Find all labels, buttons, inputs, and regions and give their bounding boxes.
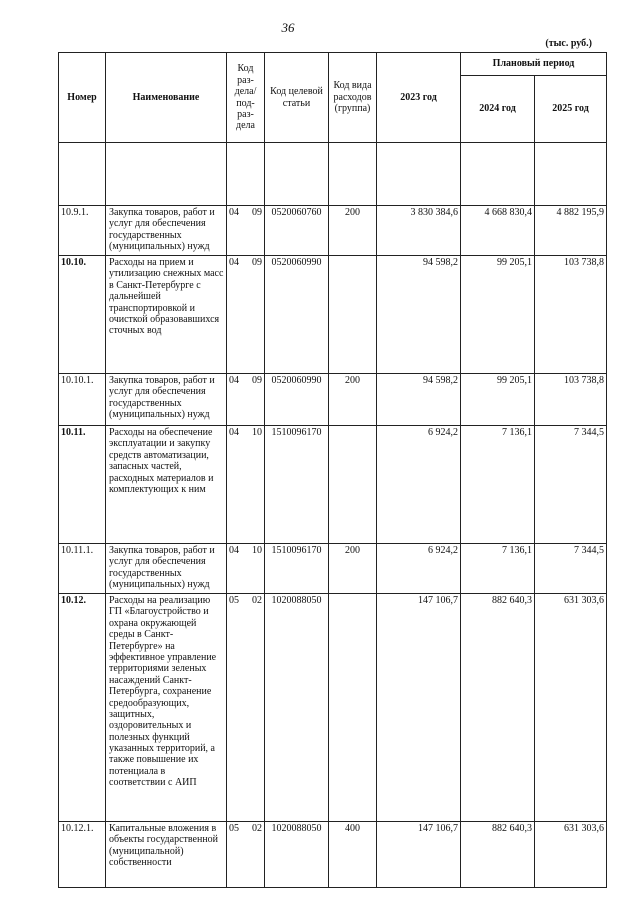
row-target-code: 0520060990 bbox=[265, 256, 329, 374]
row-target-code: 1510096170 bbox=[265, 544, 329, 594]
row-name: Расходы на прием и утилизацию снежных масс в Санкт-Петербурге с дальнейшей транспортировкой и очисткой образовавшихся сточных вод bbox=[106, 256, 227, 374]
row-value-2025: 631 303,6 bbox=[535, 594, 607, 822]
row-subsection: 10 bbox=[252, 427, 262, 438]
header-section: Код раз-дела/ под-раз-дела bbox=[227, 53, 265, 143]
row-section-code bbox=[227, 594, 265, 822]
row-value-2024: 4 668 830,4 bbox=[461, 206, 535, 256]
row-value-2025: 7 344,5 bbox=[535, 544, 607, 594]
row-name: Расходы на реализацию ГП «Благоустройство и охрана окружающей среды в Санкт-Петербурге» на эффективное управление территориями зеленых насаждений Санкт-Петербурга, сохранение средообразующих, защитных, оздоровительных и полезных функций указанных территорий, а также повышение их потенциала в соответствии с АИП bbox=[106, 594, 227, 822]
row-subsection: 09 bbox=[252, 257, 262, 268]
row-subsection: 09 bbox=[252, 375, 262, 386]
row-subsection: 09 bbox=[252, 207, 262, 218]
header-target: Код целевой статьи bbox=[265, 53, 329, 143]
row-target-code: 0520060760 bbox=[265, 206, 329, 256]
row-number: 10.12. bbox=[59, 594, 106, 822]
row-number: 10.11.1. bbox=[59, 544, 106, 594]
row-name: Капитальные вложения в объекты государственной (муниципальной) собственности bbox=[106, 822, 227, 888]
unit-note: (тыс. руб.) bbox=[545, 38, 592, 49]
row-section: 05 bbox=[229, 595, 239, 606]
row-number: 10.9.1. bbox=[59, 206, 106, 256]
row-value-2023: 94 598,2 bbox=[377, 374, 461, 426]
table-row bbox=[59, 426, 607, 544]
row-value-2024: 7 136,1 bbox=[461, 426, 535, 544]
table-row bbox=[59, 822, 607, 888]
row-value-2025: 7 344,5 bbox=[535, 426, 607, 544]
row-target-code: 1020088050 bbox=[265, 594, 329, 822]
row-section-code bbox=[227, 374, 265, 426]
row-value-2024: 882 640,3 bbox=[461, 594, 535, 822]
row-section: 04 bbox=[229, 545, 239, 556]
header-name: Наименование bbox=[106, 53, 227, 143]
row-name: Расходы на обеспечение эксплуатации и закупку средств автоматизации, запасных частей, расходных материалов и комплектующих к ним bbox=[106, 426, 227, 544]
row-value-2024: 7 136,1 bbox=[461, 544, 535, 594]
row-expense-code: 200 bbox=[329, 206, 377, 256]
header-2023: 2023 год bbox=[377, 53, 461, 143]
row-name: Закупка товаров, работ и услуг для обеспечения государственных (муниципальных) нужд bbox=[106, 374, 227, 426]
row-value-2025: 631 303,6 bbox=[535, 822, 607, 888]
row-value-2025: 103 738,8 bbox=[535, 374, 607, 426]
table-row bbox=[59, 374, 607, 426]
row-section-code bbox=[227, 256, 265, 374]
header-spacer-row bbox=[59, 143, 607, 206]
table-row bbox=[59, 256, 607, 374]
row-expense-code bbox=[329, 594, 377, 822]
row-target-code: 1510096170 bbox=[265, 426, 329, 544]
row-value-2023: 94 598,2 bbox=[377, 256, 461, 374]
row-target-code: 1020088050 bbox=[265, 822, 329, 888]
header-planned: Плановый период bbox=[461, 53, 607, 76]
row-section: 05 bbox=[229, 823, 239, 834]
row-expense-code: 400 bbox=[329, 822, 377, 888]
row-value-2025: 4 882 195,9 bbox=[535, 206, 607, 256]
row-number: 10.12.1. bbox=[59, 822, 106, 888]
row-section-code bbox=[227, 426, 265, 544]
row-name: Закупка товаров, работ и услуг для обеспечения государственных (муниципальных) нужд bbox=[106, 544, 227, 594]
row-number: 10.10.1. bbox=[59, 374, 106, 426]
row-subsection: 10 bbox=[252, 545, 262, 556]
row-value-2024: 882 640,3 bbox=[461, 822, 535, 888]
row-section: 04 bbox=[229, 257, 239, 268]
header-expense: Код вида расходов (группа) bbox=[329, 53, 377, 143]
row-value-2023: 147 106,7 bbox=[377, 594, 461, 822]
row-value-2025: 103 738,8 bbox=[535, 256, 607, 374]
row-value-2024: 99 205,1 bbox=[461, 374, 535, 426]
row-value-2023: 147 106,7 bbox=[377, 822, 461, 888]
row-section: 04 bbox=[229, 375, 239, 386]
row-section-code bbox=[227, 822, 265, 888]
table-row bbox=[59, 206, 607, 256]
row-value-2023: 6 924,2 bbox=[377, 426, 461, 544]
row-expense-code: 200 bbox=[329, 544, 377, 594]
row-value-2023: 3 830 384,6 bbox=[377, 206, 461, 256]
table-body bbox=[59, 143, 607, 888]
row-target-code: 0520060990 bbox=[265, 374, 329, 426]
row-section: 04 bbox=[229, 427, 239, 438]
header-2025: 2025 год bbox=[535, 76, 607, 143]
row-expense-code: 200 bbox=[329, 374, 377, 426]
row-number: 10.11. bbox=[59, 426, 106, 544]
header-number: Номер bbox=[59, 53, 106, 143]
row-section: 04 bbox=[229, 207, 239, 218]
row-subsection: 02 bbox=[252, 595, 262, 606]
row-section-code bbox=[227, 544, 265, 594]
row-section-code bbox=[227, 206, 265, 256]
table-row bbox=[59, 594, 607, 822]
row-subsection: 02 bbox=[252, 823, 262, 834]
row-value-2023: 6 924,2 bbox=[377, 544, 461, 594]
row-value-2024: 99 205,1 bbox=[461, 256, 535, 374]
row-name: Закупка товаров, работ и услуг для обеспечения государственных (муниципальных) нужд bbox=[106, 206, 227, 256]
row-expense-code bbox=[329, 256, 377, 374]
row-expense-code bbox=[329, 426, 377, 544]
header-2024: 2024 год bbox=[461, 76, 535, 143]
table-row bbox=[59, 544, 607, 594]
page-number: 36 bbox=[281, 20, 295, 35]
budget-table bbox=[58, 52, 607, 888]
row-number: 10.10. bbox=[59, 256, 106, 374]
